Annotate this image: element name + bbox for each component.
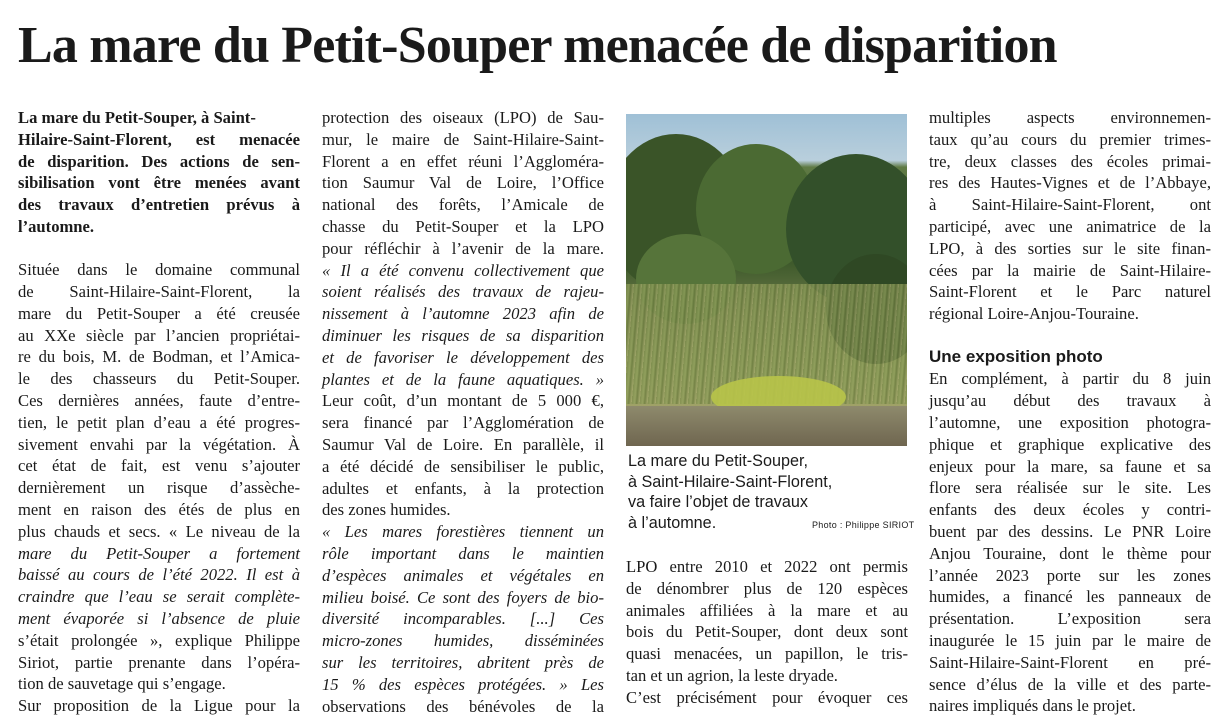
text-line: ment évaporée si l’absence de pluie (18, 609, 300, 629)
text-line: « Les mares forestières tiennent un (322, 522, 604, 542)
text-line: enfants des deux écoles y contri- (929, 500, 1211, 520)
text-line: au XXe siècle par l’ancien propriétai- (18, 325, 300, 345)
text-line: plantes et de la faune aquatiques. » (322, 369, 604, 389)
text-line: Anjou Touraine, dont le thème pour (929, 543, 1211, 563)
pond-photo (626, 114, 907, 446)
text-line: de Saint-Hilaire-Saint-Florent, la (18, 282, 300, 302)
text-line: cet état de fait, est venu s’ajouter (18, 456, 300, 476)
text-line: milieu boisé. Ce sont des foyers de bio- (322, 587, 604, 607)
text-line: l’année 2023 porte sur les zones (929, 565, 1211, 585)
text-line: sibilisation vont être menées avant (18, 173, 300, 193)
photo-credit: Photo : Philippe SIRIOT (812, 520, 915, 530)
text-line: cées par la mairie de Saint-Hilaire- (929, 260, 1211, 280)
text-line: diminuer les risques de sa disparition (322, 325, 604, 345)
text-line: soient réalisés des travaux de rajeu- (322, 282, 604, 302)
article-column-3 (626, 556, 908, 709)
caption-line: va faire l’objet de travaux (628, 493, 808, 512)
text-line: sur les territoires, abritent près de (322, 652, 604, 672)
text-line: quasi menacées, un papillon, le tris- (626, 644, 908, 664)
article-column-2 (322, 107, 604, 717)
text-line: tion de sauvetage qui s’engage. (18, 674, 226, 694)
text-line: d’espèces animales et végétales en (322, 565, 604, 585)
text-line: plus chauds et secs. « Le niveau de la (18, 521, 300, 541)
text-line: régional Loire-Anjou-Touraine. (929, 304, 1139, 324)
text-line: nissement à l’automne 2023 afin de (322, 304, 604, 324)
text-line: animales affiliées à la mare et au (626, 600, 908, 620)
text-line: sera financé par l’Agglomération de (322, 413, 604, 433)
text-line: et de favoriser le développement des (322, 347, 604, 367)
article-headline: La mare du Petit-Souper menacée de disparition (18, 17, 1057, 74)
text-line: présentation. L’exposition sera (929, 609, 1211, 629)
text-line: tion Saumur Val de Loire, l’Office (322, 173, 604, 193)
text-line: de dénombrer plus de 120 espèces (626, 578, 908, 598)
caption-line: La mare du Petit-Souper, (628, 452, 808, 470)
text-line: Florent a en effet réuni l’Aggloméra- (322, 151, 604, 171)
text-line: enjeux pour la mare, sa faune et sa (929, 456, 1211, 476)
text-line: La mare du Petit-Souper, à Saint- (18, 108, 256, 127)
text-line: Saint-Hilaire-Saint-Florent en pré- (929, 652, 1211, 672)
text-line: pour réfléchir à l’avenir de la mare. (322, 238, 604, 258)
text-line: LPO entre 2010 et 2022 ont permis (626, 557, 908, 576)
text-line: protection des oiseaux (LPO) de Sau- (322, 108, 604, 127)
text-line: res des Hautes-Vignes et de l’Abbaye, (929, 173, 1211, 193)
text-line: C’est précisément pour évoquer ces (626, 687, 908, 707)
text-line: mare du Petit-Souper a été creusée (18, 303, 300, 323)
text-line: national des forêts, l’Amicale de (322, 195, 604, 215)
text-line: Saumur Val de Loire. En parallèle, il (322, 434, 604, 454)
article-column-1 (18, 107, 300, 717)
text-line: En complément, à partir du 8 juin (929, 369, 1211, 389)
text-line: humides, a financé les panneaux de (929, 587, 1211, 607)
text-line: inaugurée le 15 juin par le maire de (929, 631, 1211, 651)
text-line: jusqu’au début des travaux à (929, 391, 1211, 411)
text-line: Hilaire-Saint-Florent, est menacée (18, 129, 300, 149)
text-line: 15 % des espèces protégées. » Les (322, 674, 604, 694)
text-line: ment en raison des étés de plus en (18, 500, 300, 520)
text-line: de disparition. Des actions de sen- (18, 151, 300, 171)
text-line: chasse du Petit-Souper et la LPO (322, 216, 604, 236)
text-line: sivement envahi par la végétation. À (18, 434, 300, 454)
text-line: Ces dernières années, faute d’entre- (18, 391, 300, 411)
text-line: sence d’élus de la ville et des parte- (929, 674, 1211, 694)
text-line: participé, avec une animatrice de la (929, 216, 1211, 236)
text-line: « Il a été convenu collectivement que (322, 260, 604, 280)
text-line: adultes et enfants, à la protection (322, 478, 604, 498)
text-line: a été décidé de sensibiliser le public, (322, 456, 604, 476)
text-line: observations des bénévoles de la (322, 696, 604, 716)
text-line: micro-zones humides, disséminées (322, 631, 604, 651)
article-column-4 (929, 107, 1211, 717)
text-line: Leur coût, d’un montant de 5 000 €, (322, 391, 604, 411)
text-line: re du bois, M. de Bodman, et l’Amica- (18, 347, 300, 367)
text-line: Située dans le domaine communal (18, 260, 300, 280)
text-line: flore sera réalisée sur le site. Les (929, 478, 1211, 498)
text-line: buent par des dessins. Le PNR Loire (929, 522, 1211, 542)
caption-line: à l’automne. (628, 513, 717, 532)
text-line: rôle important dans le maintien (322, 543, 604, 563)
text-line: mur, le maire de Saint-Hilaire-Saint- (322, 129, 604, 149)
text-line: le des chasseurs du Petit-Souper. (18, 369, 300, 389)
text-line: LPO, à des sorties sur le site finan- (929, 238, 1211, 258)
text-line: s’était prolongée », explique Philippe (18, 630, 300, 650)
text-line: des zones humides. (322, 500, 451, 520)
text-line: dernièrement un risque d’assèche- (18, 478, 300, 498)
text-line: Siriot, partie prenante dans l’opéra- (18, 652, 300, 672)
text-line: craindre que l’eau se serait complète- (18, 587, 300, 607)
text-line: mare du Petit-Souper a fortement (18, 543, 300, 563)
text-line: tien, le petit plan d’eau a été progres- (18, 412, 300, 432)
text-line: phique et graphique explicative des (929, 434, 1211, 454)
section-subheading: Une exposition photo (929, 347, 1103, 367)
text-line: Saint-Florent et le Parc naturel (929, 282, 1211, 302)
paragraph-gap (18, 238, 300, 260)
text-line: taux qu’au cours du premier trimes- (929, 129, 1211, 149)
text-line: l’automne, une exposition photogra- (929, 413, 1211, 433)
paragraph-gap (929, 325, 1211, 347)
text-line: l’automne. (18, 216, 95, 236)
text-line: à Saint-Hilaire-Saint-Florent, ont (929, 195, 1211, 215)
text-line: des travaux d’entretien prévus à (18, 195, 300, 215)
text-line: tre, deux classes des écoles primai- (929, 151, 1211, 171)
text-line: naires impliqués dans le projet. (929, 696, 1136, 716)
text-line: tan et un agrion, la leste dryade. (626, 665, 838, 685)
text-line: baissé au cours de l’été 2022. Il est à (18, 565, 300, 585)
text-line: bois du Petit-Souper, dont deux sont (626, 622, 908, 642)
text-line: diversité incomparables. [...] Ces (322, 609, 604, 629)
text-line: multiples aspects environnemen- (929, 108, 1211, 127)
caption-line: à Saint-Hilaire-Saint-Florent, (628, 472, 833, 491)
text-line: Sur proposition de la Ligue pour la (18, 696, 300, 716)
